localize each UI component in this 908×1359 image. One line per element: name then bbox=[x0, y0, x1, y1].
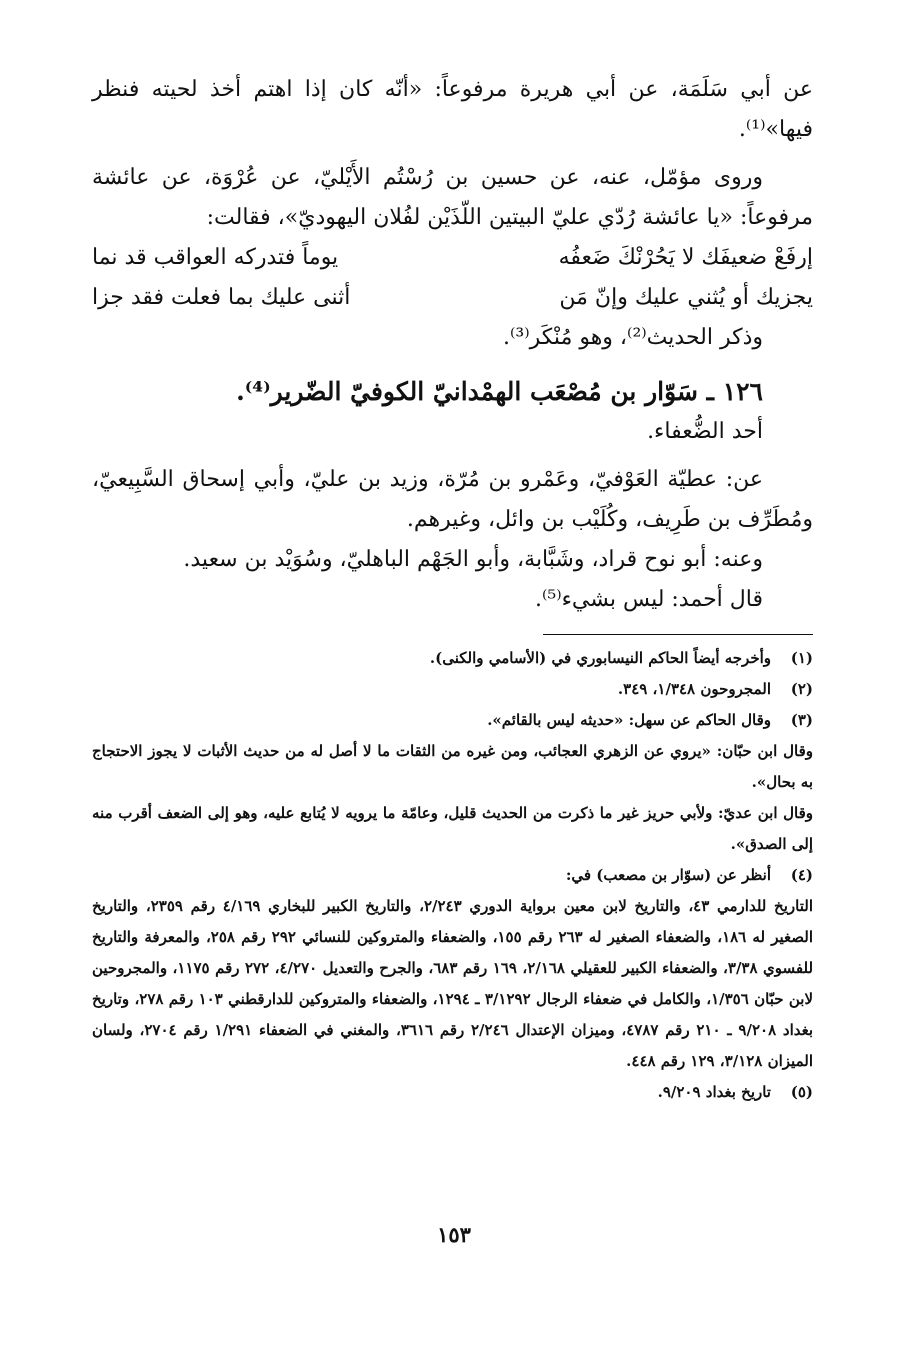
footnote-text: تاريخ بغداد ٩/٢٠٩. bbox=[657, 1083, 771, 1101]
footnote-continuation: التاريخ للدارمي ٤٣، والتاريخ لابن معين برواية الدوري ٢/٢٤٣، والتاريخ الكبير للبخاري ٤/١٦٩ رقم ٢٣٥٩، والتاريخ الصغير له ١٨٦، والضعفاء الصغير له ٢٦٣ رقم ١٥٥، والضعفاء والمتروكين للنسائي ٢٩٢ رقم ٢٥٨، والمعرفة والتاريخ للفسوي ٣/٣٨، والضعفاء الكبير للعقيلي ٢/١٦٨، ١٦٩ رقم ٦٨٣، والجرح والتعديل ٤/٢٧٠، ٢٧٢ رقم ١١٧٥، والمجروحين لابن حبّان ١/٣٥٦، والكامل في ضعفاء الرجال ٣/١٢٩٢ ـ ١٢٩٤، والضعفاء والمتروكين للدارقطني ١٠٣ رقم ٢٧٨، وتاريخ بغداد ٩/٢٠٨ ـ ٢١٠ رقم ٤٧٨٧، وميزان الإعتدال ٢/٢٤٦ رقم ٣٦١٦، والمغني في الضعفاء ١/٢٩١ رقم ٢٧٠٤، ولسان الميزان ٣/١٢٨، ١٢٩ رقم ٤٤٨. bbox=[92, 897, 814, 1070]
footnote-continuation: وقال ابن حبّان: «يروي عن الزهري العجائب، ومن غيره من الثقات ما لا أصل له من حديث الأثبات لا يجوز الاحتجاج به بحال». bbox=[92, 742, 813, 791]
hemistich-first: إرفَعْ ضعيفَك لا يَحُرْنْكَ ضَعفُه bbox=[558, 245, 813, 270]
footnote-number: (٥) bbox=[790, 1083, 813, 1101]
footnote bbox=[92, 1077, 813, 1108]
paragraph-2: وروى مؤمّل، عنه، عن حسين بن رُسْتُم الأَيْليّ، عن عُرْوَة، عن عائشة مرفوعاً: «يا عائشة رُدّي عليّ البيتين اللّذَيْن لفُلان اليهوديّ»، فقالت: bbox=[92, 165, 813, 230]
footnote-number: (٣) bbox=[790, 711, 813, 729]
entry-narrators: وعنه: أبو نوح قراد، وشَبَّابة، وأبو الجَهْم الباهليّ، وسُوَيْد بن سعيد. bbox=[183, 547, 763, 572]
footnote-text: وقال الحاكم عن سهل: «حديثه ليس بالقائم». bbox=[487, 711, 771, 729]
poem bbox=[92, 238, 813, 318]
footnote-separator bbox=[543, 634, 813, 635]
entry-ahmad-quote: قال أحمد: ليس بشيء⁽⁵⁾. bbox=[534, 587, 763, 612]
footnote bbox=[92, 643, 813, 674]
footnote-number: (٢) bbox=[790, 680, 813, 698]
paragraph-3: وذكر الحديث⁽²⁾، وهو مُنْكَر⁽³⁾. bbox=[503, 325, 763, 350]
footnote bbox=[92, 674, 813, 705]
footnote-number: (٤) bbox=[790, 866, 813, 884]
hemistich-second: أثنى عليك بما فعلت فقد جزا bbox=[92, 285, 351, 310]
entry-heading: ١٢٦ ـ سَوّار بن مُصْعَب الهمْدانيّ الكوفيّ الضّرير⁽⁴⁾. bbox=[236, 377, 763, 406]
footnote-text: أنظر عن (سوّار بن مصعب) في: bbox=[565, 866, 771, 884]
footnote-number: (١) bbox=[790, 649, 813, 667]
verse-line bbox=[92, 278, 813, 318]
main-text bbox=[92, 70, 813, 620]
entry-description: أحد الضُّعفاء. bbox=[647, 419, 763, 444]
paragraph-1: عن أبي سَلَمَة، عن أبي هريرة مرفوعاً: «أنّه كان إذا اهتم أخذ لحيته فنظر فيها»⁽¹⁾. bbox=[92, 77, 813, 142]
footnote-text: المجروحون ١/٣٤٨، ٣٤٩. bbox=[617, 680, 771, 698]
page-number: ١٥٣ bbox=[437, 1222, 471, 1247]
footnote bbox=[92, 860, 813, 891]
hemistich-first: يجزيك أو يُثني عليك وإنّ مَن bbox=[559, 285, 813, 310]
footnote-continuation: وقال ابن عديّ: ولأبي حريز غير ما ذكرت من الحديث قليل، وعامّة ما يرويه لا يُتابع عليه، وهو إلى الضعف أقرب منه إلى الصدق». bbox=[92, 804, 813, 853]
hemistich-second: يوماً فتدركه العواقب قد نما bbox=[92, 245, 339, 270]
footnote-text: وأخرجه أيضاً الحاكم النيسابوري في (الأسامي والكنى). bbox=[429, 649, 771, 667]
footnote bbox=[92, 705, 813, 736]
entry-sources: عن: عطيّة العَوْفيّ، وعَمْرو بن مُرّة، وزيد بن عليّ، وأبي إسحاق السَّبِيعيّ، ومُطَرِّف بن طَرِيف، وكُلَيْب بن وائل، وغيرهم. bbox=[92, 467, 813, 532]
footnotes bbox=[92, 643, 813, 1108]
verse-line bbox=[92, 238, 813, 278]
